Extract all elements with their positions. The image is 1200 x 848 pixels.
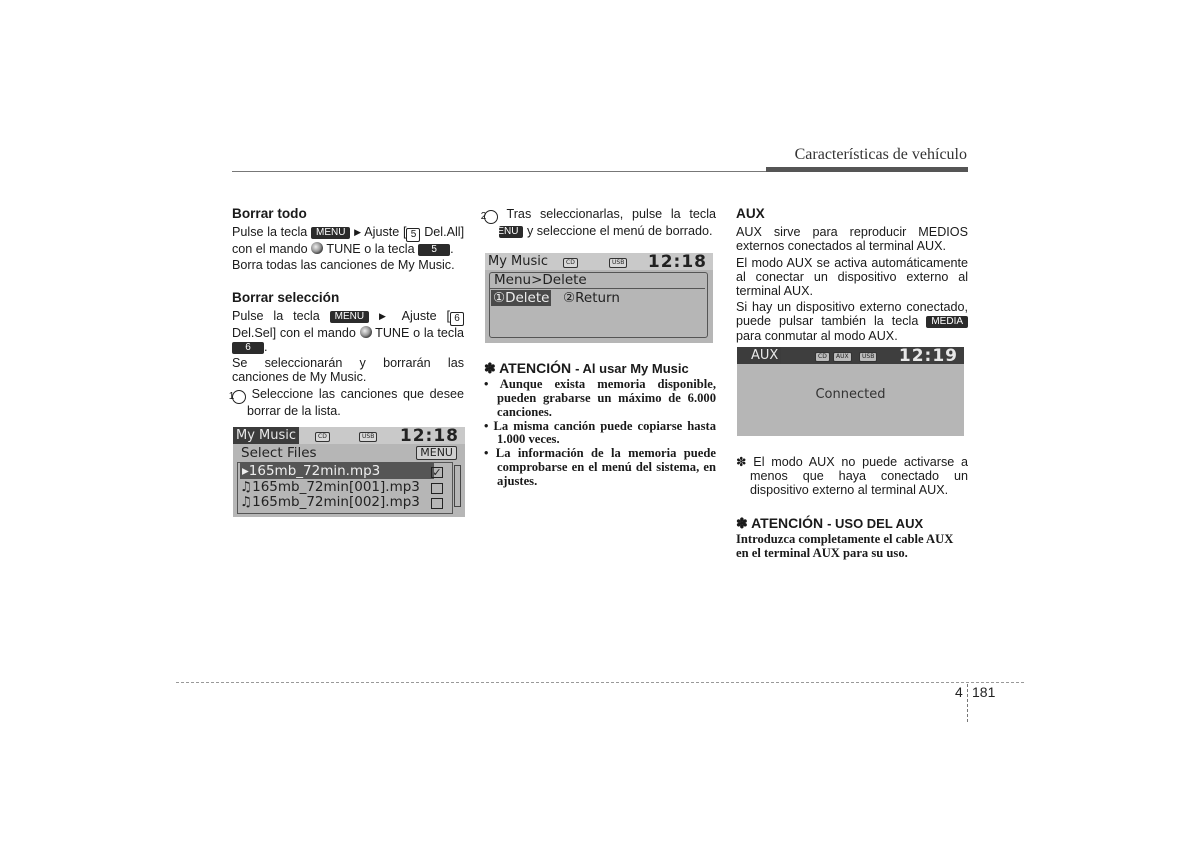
usb-icon: USB <box>609 258 627 268</box>
lcd-title: My Music <box>488 254 549 269</box>
attention-title: ✽ ATENCIÓN <box>484 360 572 376</box>
column-2 <box>480 207 716 240</box>
circled-6-icon: 6 <box>450 312 464 326</box>
attention-text: Introduzca completamente el cable AUX en el terminal AUX para su uso. <box>736 532 954 560</box>
circled-1-icon: 1 <box>232 390 246 404</box>
cd-icon: CD <box>815 352 830 362</box>
cd-icon: CD <box>563 258 578 268</box>
lcd-scrollbar <box>454 465 461 507</box>
list-item: • La información de la memoria puede comprobarse en el menú del sistema, en ajustes. <box>484 446 716 488</box>
step-2: 2 Tras seleccionarlas, pulse la tecla MENU y seleccione el menú de borrado. <box>480 207 716 238</box>
tune-knob-icon <box>311 242 323 254</box>
lcd-file-row: ♫165mb_72min[001].mp3 <box>240 479 420 495</box>
circled-5-icon: 5 <box>406 228 420 242</box>
key-6: 6 <box>232 342 264 354</box>
lcd-status: Connected <box>815 387 886 402</box>
aux-paragraph-3: Si hay un dispositivo externo conectado, puede pulsar también la tecla MEDIA para conmutar al modo AUX. <box>736 300 968 343</box>
attention-subtitle: - Al usar My Music <box>575 361 689 376</box>
lcd-file-row-selected: ▸165mb_72min.mp3 <box>240 463 434 479</box>
menu-key: MENU <box>330 311 369 323</box>
attention-list <box>484 378 716 488</box>
list-item: • La misma canción puede copiarse hasta 1.000 veces. <box>484 418 716 447</box>
lcd-menu-label: MENU <box>416 446 457 460</box>
checkbox-icon <box>431 483 443 494</box>
aux-paragraph-1: AUX sirve para reproducir MEDIOS externos conectados al terminal AUX. <box>736 225 968 254</box>
section-heading-aux: AUX <box>736 206 765 221</box>
lcd-option-delete: ①Delete <box>493 290 550 306</box>
lcd-title: AUX <box>737 347 781 364</box>
footer-divider <box>967 684 968 722</box>
circled-2-icon: 2 <box>484 210 498 224</box>
media-key: MEDIA <box>926 316 968 328</box>
cd-icon: CD <box>315 432 330 442</box>
column-3 <box>736 207 968 345</box>
lcd-option-return: ②Return <box>563 290 620 306</box>
usb-icon: USB <box>359 432 377 442</box>
lcd-title: My Music <box>233 427 299 444</box>
step-1: 1 Seleccione las canciones que desee borrar de la lista. <box>228 386 464 418</box>
lcd-clock: 12:18 <box>647 253 707 272</box>
checkbox-icon <box>431 498 443 509</box>
lcd-menu-delete <box>485 253 713 343</box>
lcd-clock: 12:18 <box>399 427 459 446</box>
lcd-aux <box>737 347 964 436</box>
menu-key: MENU <box>499 226 523 238</box>
lcd-menu-path: Menu>Delete <box>494 272 587 288</box>
menu-key: MENU <box>311 227 350 239</box>
lcd-subtitle: Select Files <box>241 445 317 461</box>
aux-icon: AUX <box>833 352 852 362</box>
page-number: 181 <box>972 684 996 700</box>
aux-note: ✽ El modo AUX no puede activarse a menos que haya conectado un dispositivo externo al terminal AUX. <box>736 455 968 498</box>
tune-knob-icon <box>360 326 372 338</box>
lcd-select-files <box>233 427 465 517</box>
chapter-number: 4 <box>955 684 963 700</box>
lcd-clock: 12:19 <box>898 347 958 366</box>
attention-my-music <box>484 361 716 489</box>
attention-title: ✽ ATENCIÓN <box>736 515 824 531</box>
page-header-title: Características de vehículo <box>794 146 967 163</box>
attention-aux <box>736 516 968 561</box>
usb-icon: USB <box>859 352 877 362</box>
note-symbol-icon: ✽ <box>736 455 747 469</box>
column-1 <box>228 206 465 420</box>
footer-rule <box>176 682 1024 683</box>
borrar-todo-description: Borra todas las canciones de My Music. <box>232 258 455 273</box>
key-5: 5 <box>418 244 450 256</box>
checkbox-checked-icon: ✓ <box>432 466 442 479</box>
arrow-right-icon: ▶ <box>379 310 393 321</box>
aux-paragraph-2: El modo AUX se activa automáticamente al conectar un dispositivo externo al terminal AUX. <box>736 255 968 299</box>
section-heading-borrar-seleccion: Borrar selección <box>232 289 340 305</box>
borrar-seleccion-instructions: Pulse la tecla MENU ▶ Ajuste [ 6 Del.Sel] con el mando TUNE o la tecla 6 . <box>232 308 464 355</box>
attention-subtitle: - USO DEL AUX <box>827 516 924 531</box>
arrow-right-icon: ▶ <box>354 227 362 238</box>
borrar-todo-instructions: Pulse la tecla MENU ▶ Ajuste [ 5 Del.All] con el mando TUNE o la tecla 5 . <box>232 225 465 257</box>
lcd-file-row: ♫165mb_72min[002].mp3 <box>240 494 420 510</box>
header-rule-accent <box>766 167 968 172</box>
list-item: • Aunque exista memoria disponible, pueden grabarse un máximo de 6.000 canciones. <box>484 377 716 419</box>
borrar-seleccion-description: Se seleccionarán y borrarán las canciones de My Music. <box>232 356 464 385</box>
section-heading-borrar-todo: Borrar todo <box>232 206 307 221</box>
